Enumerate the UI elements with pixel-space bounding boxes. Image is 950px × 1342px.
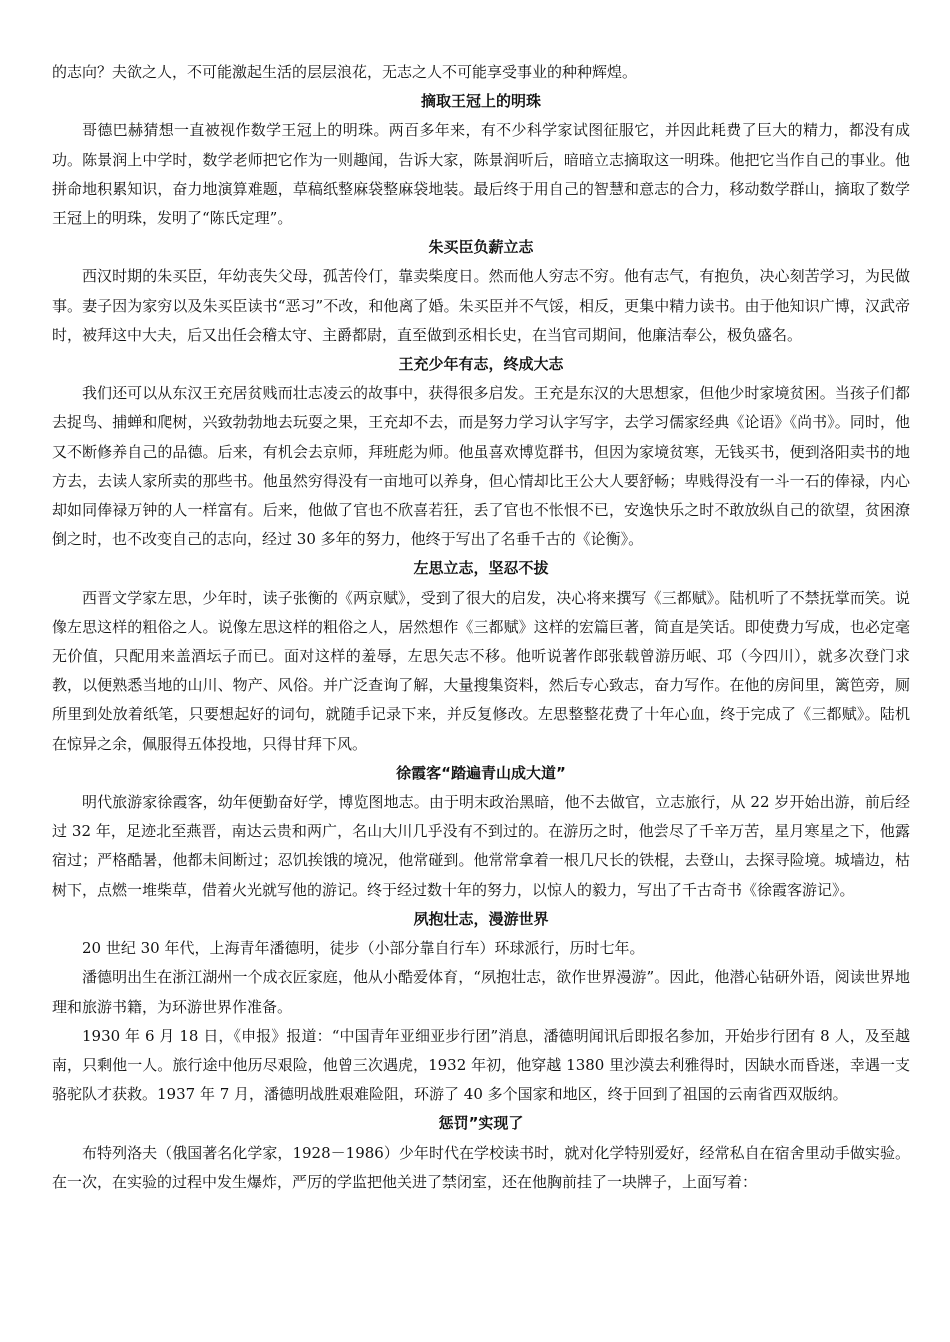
section-paragraph: 1930 年 6 月 18 日，《申报》报道：“中国青年亚细亚步行团”消息，潘德明闻讯后即报名参加，开始步行团有 8 人，及至越南，只剩他一人。旅行途中他历尽艰险，他曾三次遇虎，1932 年初，他穿越 1380 里沙漠去利雅得时，因缺水而昏迷，幸遇一支骆驼队才获救。1937 年 7 月，潘德明战胜艰难险阻，环游了 40 多个国家和地区，终于回到了祖国的云南省西双版纳。 [52, 1026, 910, 1104]
section-paragraph: 西汉时期的朱买臣，年幼丧失父母，孤苦伶仃，靠卖柴度日。然而他人穷志不穷。他有志气，有抱负，决心刻苦学习，为民做事。妻子因为家穷以及朱买臣读书“恶习”不改，和他离了婚。朱买臣并不气馁，相反，更集中精力读书。由于他知识广博，汉武帝时，被拜这中大夫，后又出任会稽太守、主爵都尉，直至做到丞相长史，在当官司期间，他廉洁奉公，极负盛名。 [52, 267, 910, 344]
section-heading-pan-deming: 夙抱壮志，漫游世界 [413, 909, 549, 928]
section-heading-zuo-si: 左思立志，坚忍不拔 [413, 559, 549, 578]
section-heading-chen-jingrun: 摘取王冠上的明珠 [420, 92, 541, 111]
section-paragraph: 潘德明出生在浙江湖州一个成衣匠家庭，他从小酷爱体育，“夙抱壮志，欲作世界漫游”。因此，他潜心钻研外语，阅读世界地理和旅游书籍，为环游世界作准备。 [52, 968, 910, 1016]
section-heading-zhu-maichen: 朱买臣负薪立志 [428, 238, 534, 257]
document-page [52, 58, 910, 1197]
section-paragraph: 哥德巴赫猜想一直被视作数学王冠上的明珠。两百多年来，有不少科学家试图征服它，并因此耗费了巨大的精力，都没有成功。陈景润上中学时，数学老师把它作为一则趣闻，告诉大家，陈景润听后，暗暗立志摘取这一明珠。他把它当作自己的事业。他拼命地积累知识，奋力地演算难题，草稿纸整麻袋整麻袋地装。最后终于用自己的智慧和意志的合力，移动数学群山，摘取了数学王冠上的明珠，发明了“陈氏定理”。 [52, 121, 910, 228]
section-heading-wang-chong: 王充少年有志，终成大志 [398, 355, 564, 374]
section-paragraph: 西晋文学家左思，少年时，读子张衡的《两京赋》，受到了很大的启发，决心将来撰写《三都赋》。陆机听了不禁抚掌而笑。说像左思这样的粗俗之人。说像左思这样的粗俗之人，居然想作《三都赋》这样的宏篇巨著，简直是笑话。即使费力写成，也必定毫无价值，只配用来盖酒坛子而已。面对这样的羞辱，左思矢志不移。他听说著作郎张载曾游历岷、邛（今四川），就多次登门求教，以便熟悉当地的山川、物产、风俗。并广泛查询了解，大量搜集资料，然后专心致志，奋力写作。在他的房间里，篱笆旁，厕所里到处放着纸笔，只要想起好的词句，就随手记录下来，并反复修改。左思整整花费了十年心血，终于完成了《三都赋》。陆机在惊异之余，佩服得五体投地，只得甘拜下风。 [52, 588, 910, 753]
section-heading-butlerov: 惩罚”实现了 [438, 1114, 524, 1133]
section-paragraph: 明代旅游家徐霞客，幼年便勤奋好学，博览图地志。由于明末政治黑暗，他不去做官，立志旅行，从 22 岁开始出游，前后经过 32 年，足迹北至燕晋，南达云贵和两广，名山大川几乎没有不到过的。在游历之时，他尝尽了千辛万苦，星月寒星之下，他露宿过；严格酷暑，他都未间断过；忍饥挨饿的境况，他常碰到。他常常拿着一根几尺长的铁棍，去登山，去探寻险境。城墙边，枯树下，点燃一堆柴草，借着火光就写他的游记。终于经过数十年的努力，以惊人的毅力，写出了千古奇书《徐霞客游记》。 [52, 793, 910, 899]
section-paragraph: 布特列洛夫（俄国著名化学家，1928－1986）少年时代在学校读书时，就对化学特别爱好，经常私自在宿舍里动手做实验。在一次，在实验的过程中发生爆炸，严厉的学监把他关进了禁闭室，还在他胸前挂了一块牌子，上面写着： [52, 1143, 910, 1191]
section-heading-xu-xiake: 徐霞客“踏遍青山成大道” [396, 763, 566, 782]
section-paragraph: 我们还可以从东汉王充居贫贱而壮志凌云的故事中，获得很多启发。王充是东汉的大思想家，但他少时家境贫困。当孩子们都去捉鸟、捕蝉和爬树，兴致勃勃地去玩耍之果，王充却不去，而是努力学习认字写字，去学习儒家经典《论语》《尚书》。同时，他又不断修养自己的品德。后来，有机会去京师，拜班彪为师。他虽喜欢博览群书，但因为家境贫寒，无钱买书，便到洛阳卖书的地方去，去读人家所卖的那些书。他虽然穷得没有一亩地可以养身，但心情却比王公大人要舒畅；卑贱得没有一斗一石的俸禄，内心却如同俸禄万钟的人一样富有。后来，他做了官也不欣喜若狂，丢了官也不怅恨不已，安逸快乐之时不敢放纵自己的欲望，贫困潦倒之时，也不改变自己的志向，经过 30 多年的努力，他终于写出了名垂千古的《论衡》。 [52, 384, 910, 549]
section-paragraph: 20 世纪 30 年代，上海青年潘德明，徒步（小部分靠自行车）环球派行，历时七年。 [82, 939, 645, 958]
opening-line: 的志向？夫欲之人，不可能激起生活的层层浪花，无志之人不可能享受事业的种种辉煌。 [52, 63, 638, 81]
